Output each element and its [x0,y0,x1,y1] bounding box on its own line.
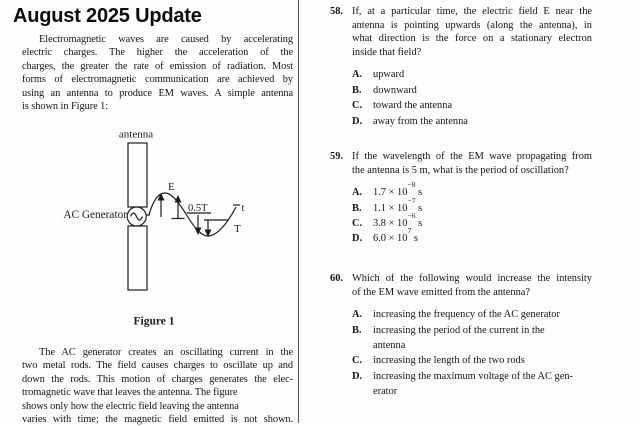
option-row-d [352,226,592,246]
option-text [373,323,592,354]
option-text [373,195,592,216]
option-row-c [352,98,592,113]
question-number: 58. [330,6,343,17]
option-text [373,180,592,200]
value-unit: s [415,202,423,214]
arrowhead [195,228,202,236]
page-title: August 2025 Update [13,5,202,27]
value-base: 1.7 × 10 [373,187,408,199]
option-text [373,210,592,231]
paragraph-line: The AC generator creates an oscillating current in the [39,347,293,358]
value-unit: s [415,187,423,199]
option-text: toward the antenna [373,100,453,112]
paragraph-line: Electromagnetic waves are caused by accelerating [39,34,293,45]
antenna-rod-upper [128,143,147,207]
option-line: increasing the maximum voltage of the AC gen- [373,370,573,382]
arrowhead [158,193,165,201]
figure-caption: Figure 1 [133,315,175,328]
option-line: erator [373,386,398,398]
description-paragraph [22,346,293,426]
option-letter: C. [352,355,363,367]
option-text: upward [373,69,405,81]
option-row-c [352,353,592,368]
value-base: 3.8 × 10 [373,218,408,229]
antenna-rod-lower [128,226,147,290]
option-text [373,226,592,246]
question-line: Which of the following would increase the intensity [352,273,592,284]
option-text: increasing the length of the two rods [373,355,525,367]
option-row-d [352,369,592,400]
paragraph-line: is shown in Figure 1: [22,100,109,112]
antenna-label: antenna [118,128,154,141]
option-letter: D. [352,115,363,127]
e-field-label: E [168,181,175,193]
question-59 [330,150,592,247]
question-line: If, at a particular time, the electric field E near the [352,6,592,17]
question-line: antenna is pointing upwards (along the antenna), in [352,19,592,31]
option-line: antenna [373,340,406,351]
value-exponent: −7 [407,195,416,205]
paragraph-line: forms of electromagnetic communication are achieved by [22,74,293,86]
question-text [352,150,592,177]
option-row-b [352,195,592,216]
option-letter: A. [352,309,363,321]
option-text: increasing the frequency of the AC generator [373,309,560,321]
option-letter: A. [352,187,363,199]
option-letter: B. [352,84,362,96]
options-list [352,180,592,247]
option-row-a [352,67,592,82]
paragraph-line: tromagnetic wave that leaves the antenna. The figure [22,387,238,399]
question-line: If the wavelength of the EM wave propagating from [352,151,592,162]
value-exponent: 7 [407,226,412,236]
value-base: 1.1 × 10 [373,202,408,214]
option-letter: B. [352,202,362,214]
question-line: what direction is the force on a stationary electron [352,33,592,45]
value-exponent: −6 [407,210,416,220]
options-list [352,307,592,399]
option-row-d [352,114,592,129]
question-line: inside that field? [352,46,422,58]
half-period-label: 0.5T [188,203,208,214]
paragraph-line: charges, the greater the rate of emission of radiation. Most [22,60,293,72]
option-row-c [352,210,592,231]
option-letter: C. [352,218,363,229]
option-row-a [352,307,592,322]
question-58 [330,5,592,129]
option-letter: A. [352,69,363,81]
option-letter: D. [352,370,363,382]
value-exponent: −8 [407,180,416,190]
option-text [373,369,592,400]
option-text: away from the antenna [373,115,468,127]
paragraph-line: using an antenna to produce EM waves. A simple antenna [22,87,293,99]
period-label: T [234,223,241,235]
option-text: downward [373,84,417,96]
paragraph-line: varies with time; the magnetic field emitted is not shown. [22,413,293,425]
value-unit: s [415,218,423,229]
value-base: 6.0 × 10 [373,233,408,245]
options-list [352,67,592,129]
question-text [352,272,592,299]
question-60 [330,272,592,400]
paragraph-line: two metal rods. The field causes charges to oscillate up and [22,360,293,372]
question-text [352,5,592,59]
time-axis-label: t [241,203,245,214]
value-unit: s [411,233,418,245]
paragraph-line: shows only how the electric field leaving the antenna [22,400,239,412]
option-letter: B. [352,324,362,336]
ac-generator-label: AC Generator [63,209,127,221]
option-row-b [352,323,592,354]
paragraph-line: electric charges. The higher the acceleration of the [22,47,293,59]
option-letter: D. [352,233,363,245]
paragraph-line: down the rods. This motion of charges generates the elec- [22,373,293,385]
option-row-a [352,180,592,200]
option-letter: C. [352,100,363,112]
option-row-b [352,83,592,98]
question-number: 59. [330,151,343,162]
question-number: 60. [330,273,343,284]
question-line: of the EM wave emitted from the antenna? [352,286,531,298]
question-line: the antenna is 5 m, what is the period of oscillation? [352,164,569,176]
option-line: increasing the period of the current in the [373,324,545,336]
